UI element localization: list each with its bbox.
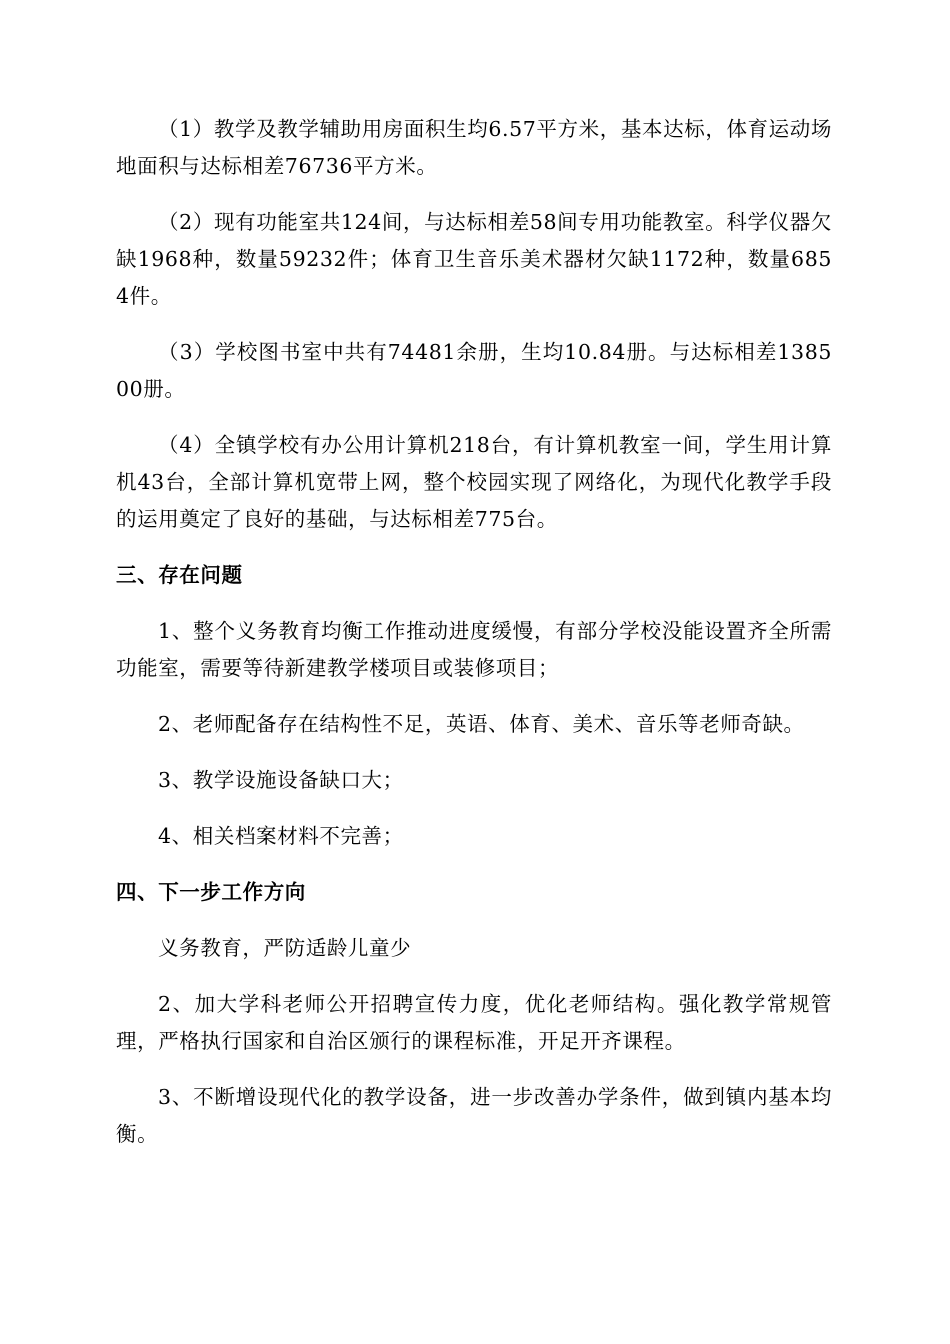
paragraph-item-2: （2）现有功能室共124间，与达标相差58间专用功能教室。科学仪器欠缺1968种，数量59232件；体育卫生音乐美术器材欠缺1172种，数量6854件。: [116, 210, 832, 308]
next-step-item-2: 2、加大学科老师公开招聘宣传力度，优化老师结构。强化教学常规管理，严格执行国家和自治区颁行的课程标准，开足开齐课程。: [116, 992, 832, 1053]
problem-item-1: 1、整个义务教育均衡工作推动进度缓慢，有部分学校没能设置齐全所需功能室，需要等待新建教学楼项目或装修项目；: [116, 619, 832, 680]
problem-item-4: 4、相关档案材料不完善；: [158, 824, 404, 848]
paragraph-item-1: （1）教学及教学辅助用房面积生均6.57平方米，基本达标，体育运动场地面积与达标相差76736平方米。: [116, 117, 832, 178]
paragraph-item-3: （3）学校图书室中共有74481余册，生均10.84册。与达标相差138500册。: [116, 340, 832, 401]
next-step-item-3: 3、不断增设现代化的教学设备，进一步改善办学条件，做到镇内基本均衡。: [116, 1085, 832, 1146]
section-heading-next-steps: 四、下一步工作方向: [116, 880, 306, 904]
next-step-item-1: 义务教育，严防适龄儿童少: [158, 936, 412, 960]
problem-item-3: 3、教学设施设备缺口大；: [158, 768, 404, 792]
section-heading-problems: 三、存在问题: [116, 563, 243, 587]
problem-item-2: 2、老师配备存在结构性不足，英语、体育、美术、音乐等老师奇缺。: [158, 712, 805, 736]
paragraph-item-4: （4）全镇学校有办公用计算机218台，有计算机教室一间，学生用计算机43台，全部计算机宽带上网，整个校园实现了网络化，为现代化教学手段的运用奠定了良好的基础，与达标相差775台。: [116, 433, 832, 531]
document-page: [116, 111, 832, 1172]
